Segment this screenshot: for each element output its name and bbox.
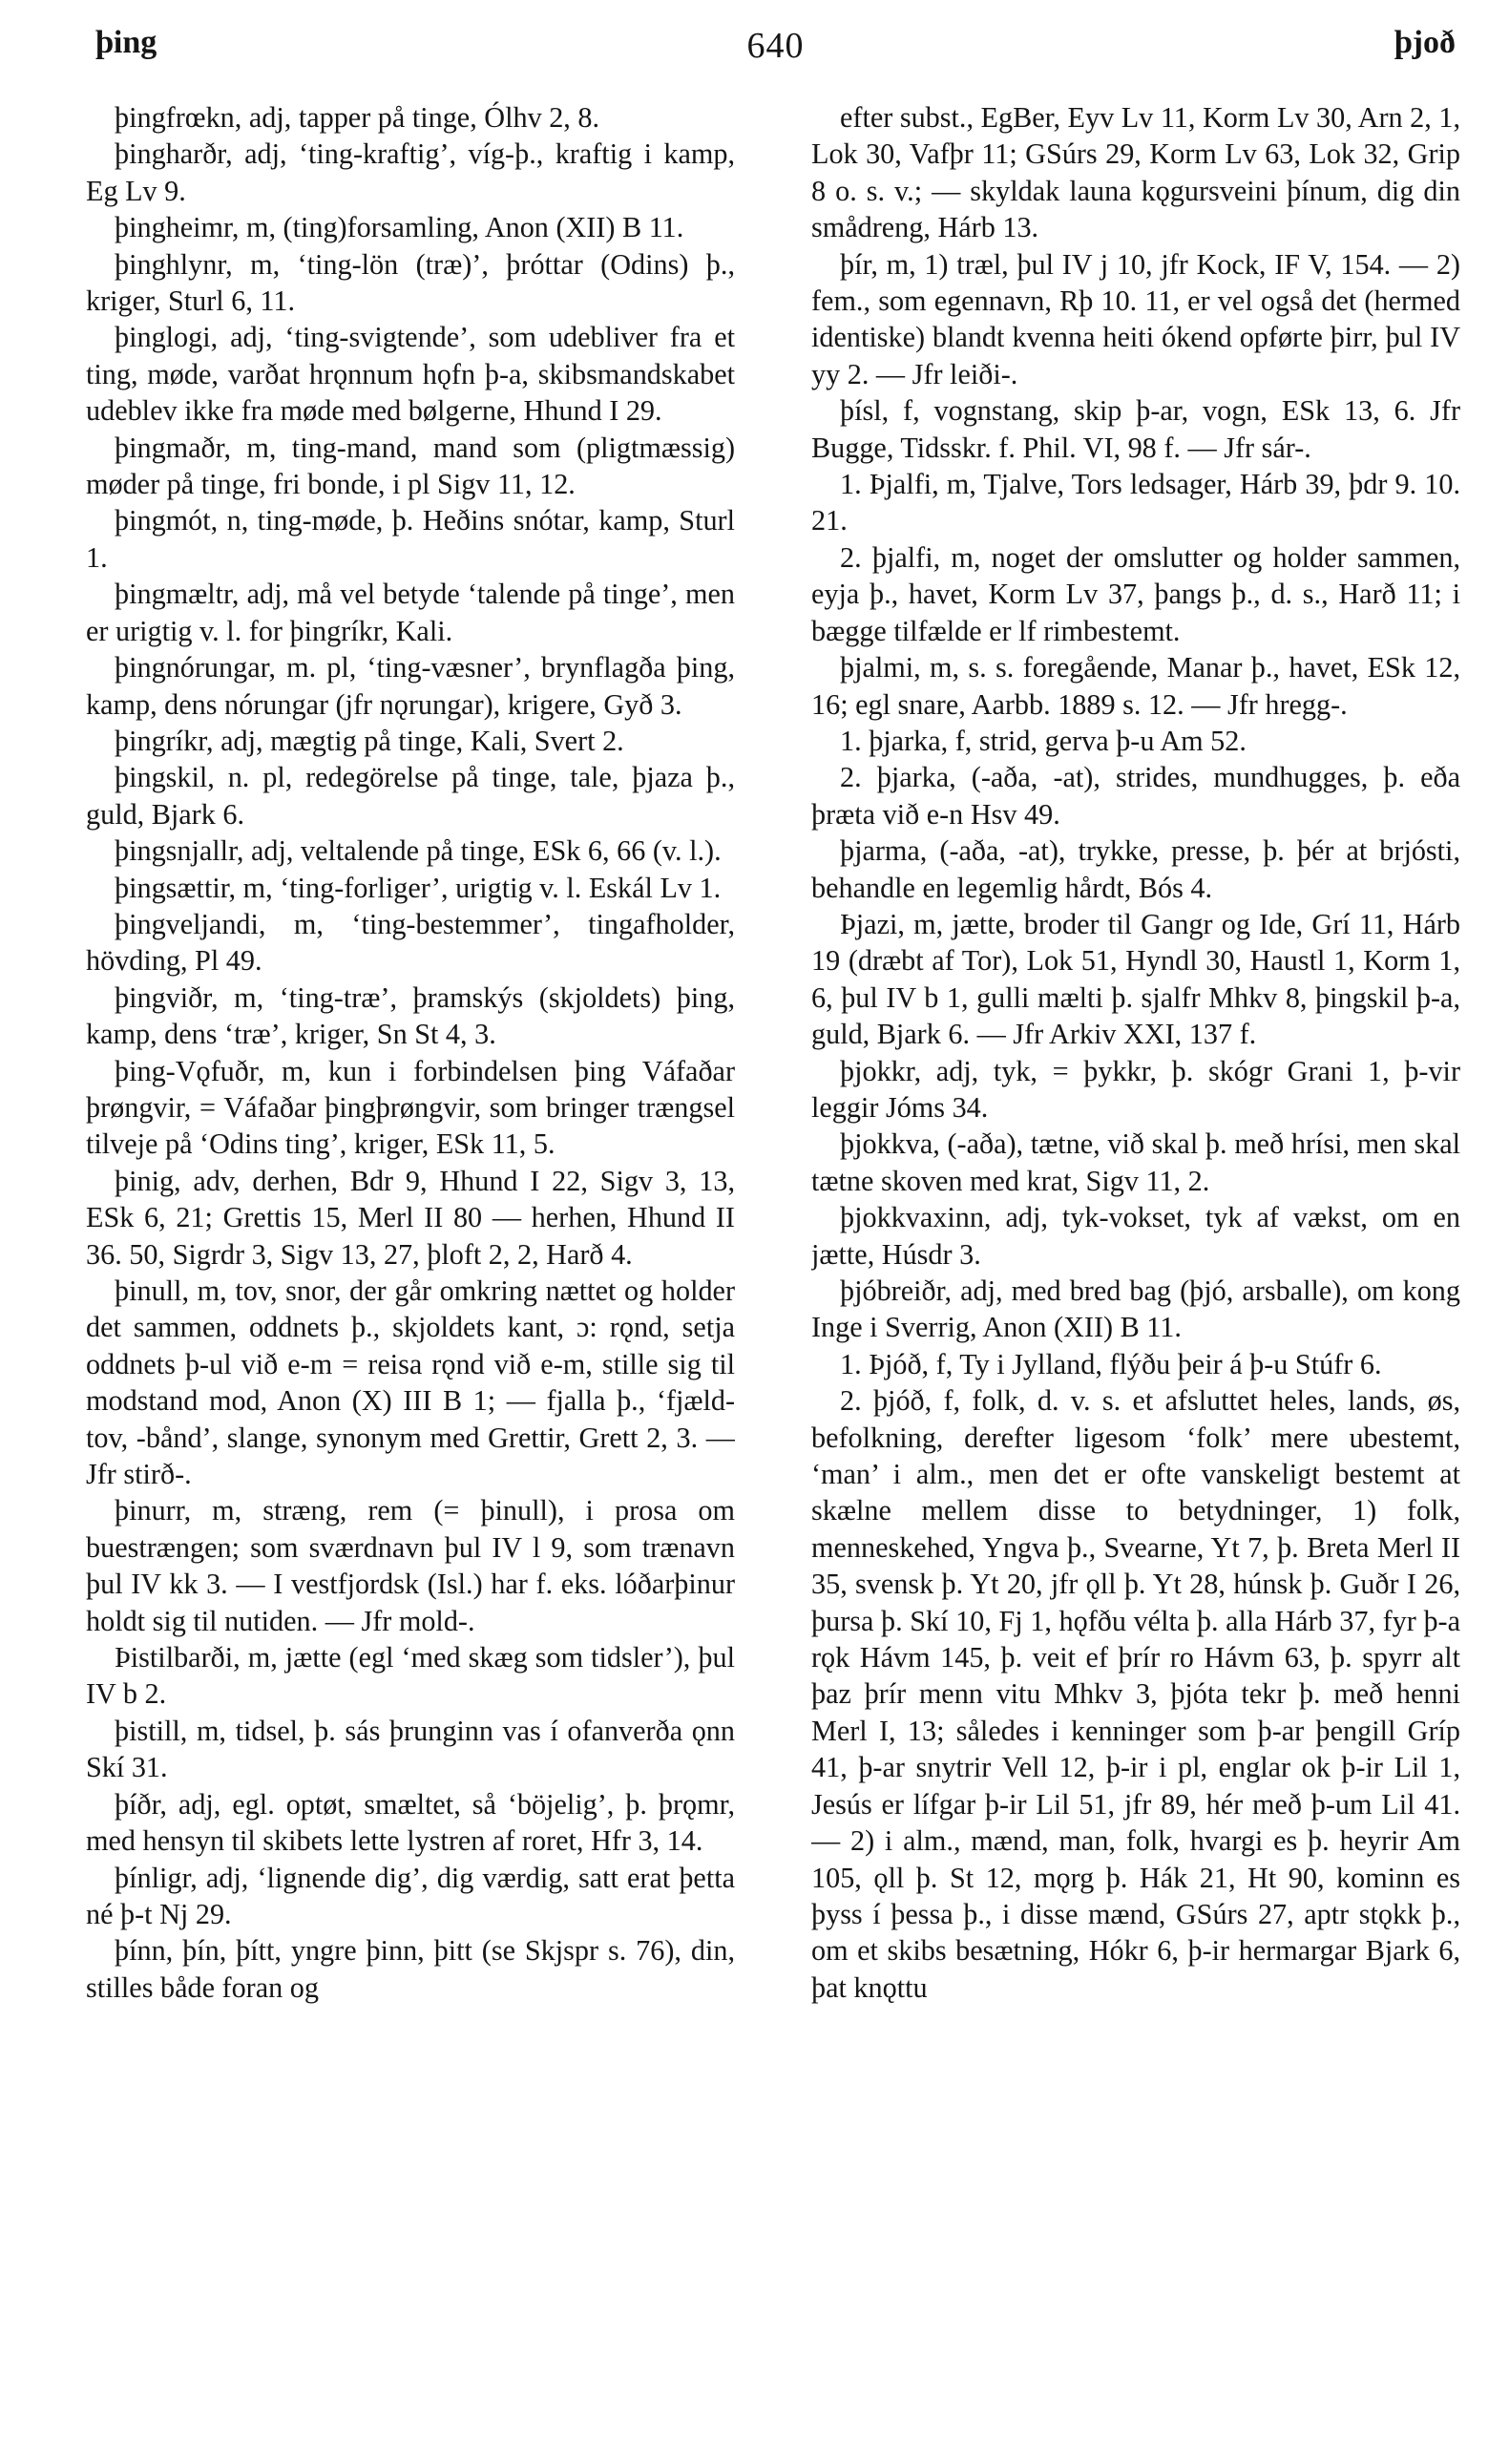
dictionary-entry: þír, m, 1) træl, þul IV j 10, jfr Kock, IF V, 154. — 2) fem., som egennavn, Rþ 10. 11, er vel også det (hermed identiske) blandt kvenna heiti ókend opførte þirr, þul IV yy 2. — Jfr leiði-. (811, 247, 1460, 390)
dictionary-entry: 1. þjarka, f, strid, gerva þ-u Am 52. (840, 724, 1247, 757)
dictionary-entry: 2. þjarka, (-aða, -at), strides, mundhugges, þ. eða þræta við e-n Hsv 49. (811, 761, 1460, 831)
dictionary-entry: þínligr, adj, ‘lignende dig’, dig værdig, satt erat þetta né þ-t Nj 29. (86, 1861, 735, 1930)
dictionary-entry: þísl, f, vognstang, skip þ-ar, vogn, ESk 13, 6. Jfr Bugge, Tidsskr. f. Phil. VI, 98 f. — Jfr sár-. (811, 394, 1460, 464)
dictionary-entry: þjalmi, m, s. s. foregående, Manar þ., havet, ESk 12, 16; egl snare, Aarbb. 1889 s. 12. — Jfr hregg-. (811, 651, 1460, 721)
right-running-headword: þjoð (1394, 25, 1456, 60)
dictionary-entry: efter subst., EgBer, Eyv Lv 11, Korm Lv 30, Arn 2, 1, Lok 30, Vafþr 11; GSúrs 29, Korm Lv 63, Lok 32, Grip 8 o. s. v.; — skyldak launa kǫgursveini þínum, dig din smådreng, Hárb 13. (811, 101, 1460, 244)
dictionary-entry: þjokkr, adj, tyk, = þykkr, þ. skógr Grani 1, þ-vir leggir Jóms 34. (811, 1054, 1460, 1124)
dictionary-entry: þingskil, n. pl, redegörelse på tinge, tale, þjaza þ., guld, Bjark 6. (86, 761, 735, 831)
left-column (86, 99, 735, 2438)
dictionary-entry: þjokkvaxinn, adj, tyk-vokset, tyk af vækst, om en jætte, Húsdr 3. (811, 1201, 1460, 1271)
dictionary-entry: þingmót, n, ting-møde, þ. Heðins snótar, kamp, Sturl 1. (86, 504, 735, 574)
dictionary-entry: þingríkr, adj, mægtig på tinge, Kali, Svert 2. (115, 724, 624, 757)
dictionary-entry: þingsnjallr, adj, veltalende på tinge, ESk 6, 66 (v. l.). (115, 834, 722, 868)
dictionary-entry: þingsættir, m, ‘ting-forliger’, urigtig v. l. Eskál Lv 1. (115, 871, 722, 904)
dictionary-entry: þínn, þín, þítt, yngre þinn, þitt (se Skjspr s. 76), din, stilles både foran og (86, 1934, 735, 2004)
dictionary-entry: Þjazi, m, jætte, broder til Gangr og Ide, Grí 11, Hárb 19 (dræbt af Tor), Lok 51, Hyndl 30, Haustl 1, Korm 1, 6, þul IV b 1, gulli mælti þ. sjalfr Mhkv 8, þingskil þ-a, guld, Bjark 6. — Jfr Arkiv XXI, 137 f. (811, 907, 1460, 1051)
left-running-headword: þing (95, 25, 157, 60)
dictionary-entry: þinull, m, tov, snor, der går omkring nættet og holder det sammen, oddnets þ., skjoldets kant, ɔ: rǫnd, setja oddnets þ-ul við e-m = reisa rǫnd við e-m, stille sig til modstand mod, Anon (X) III B 1; — fjalla þ., ‘fjæld-tov, -bånd’, slange, synonym med Grettir, Grett 2, 3. — Jfr stirð-. (86, 1274, 735, 1491)
dictionary-entry: þjokkva, (-aða), tætne, við skal þ. með hrísi, men skal tætne skoven med krat, Sigv 11, 2. (811, 1127, 1460, 1197)
dictionary-entry: þingnórungar, m. pl, ‘ting-væsner’, brynflagða þing, kamp, dens nórungar (jfr nǫrungar), krigere, Gyð 3. (86, 651, 735, 721)
dictionary-entry: þinurr, m, stræng, rem (= þinull), i prosa om buestrængen; som sværdnavn þul IV l 9, som trænavn þul IV kk 3. — I vestfjordsk (Isl.) har f. eks. lóðarþinur holdt sig til nutiden. — Jfr mold-. (86, 1494, 735, 1637)
dictionary-entry: þinghlynr, m, ‘ting-lön (træ)’, þróttar (Odins) þ., kriger, Sturl 6, 11. (86, 247, 735, 318)
dictionary-entry: þinig, adv, derhen, Bdr 9, Hhund I 22, Sigv 3, 13, ESk 6, 21; Grettis 15, Merl II 80 — herhen, Hhund II 36. 50, Sigrdr 3, Sigv 13, 27, þloft 2, 2, Harð 4. (86, 1164, 735, 1271)
dictionary-entry: þingharðr, adj, ‘ting-kraftig’, víg-þ., kraftig i kamp, Eg Lv 9. (86, 137, 735, 207)
dictionary-entry: þíðr, adj, egl. optøt, smæltet, så ‘böjelig’, þ. þrǫmr, med hensyn til skibets lette lystren af roret, Hfr 3, 14. (86, 1787, 735, 1858)
dictionary-entry: þistill, m, tidsel, þ. sás þrunginn vas í ofanverða ǫnn Skí 31. (86, 1714, 735, 1784)
right-column (811, 99, 1460, 2438)
dictionary-entry: þingfrœkn, adj, tapper på tinge, Ólhv 2, 8. (115, 101, 600, 134)
dictionary-entry: þingviðr, m, ‘ting-træ’, þramskýs (skjoldets) þing, kamp, dens ‘træ’, kriger, Sn St 4, 3. (86, 980, 735, 1051)
dictionary-entry: þingheimr, m, (ting)forsamling, Anon (XII) B 11. (115, 211, 684, 244)
dictionary-entry: 1. Þjalfi, m, Tjalve, Tors ledsager, Hárb 39, þdr 9. 10. 21. (811, 468, 1460, 537)
dictionary-entry: Þistilbarði, m, jætte (egl ‘med skæg som tidsler’), þul IV b 2. (86, 1641, 735, 1711)
dictionary-entry: þjarma, (-aða, -at), trykke, presse, þ. þér at brjósti, behandle en legemlig hårdt, Bós 4. (811, 834, 1460, 904)
dictionary-entry: þinglogi, adj, ‘ting-svigtende’, som udebliver fra et ting, møde, varðat hrǫnnum hǫfn þ-a, skibsmandskabet udeblev ikke fra møde med bølgerne, Hhund I 29. (86, 321, 735, 428)
dictionary-entry: þingmaðr, m, ting-mand, mand som (pligtmæssig) møder på tinge, fri bonde, i pl Sigv 11, 12. (86, 431, 735, 501)
page-number: 640 (746, 26, 805, 66)
dictionary-entry: 1. Þjóð, f, Ty i Jylland, flýðu þeir á þ-u Stúfr 6. (840, 1347, 1382, 1380)
dictionary-entry: 2. þjóð, f, folk, d. v. s. et afsluttet heles, lands, øs, befolkning, derefter ligesom ‘folk’ mere ubestemt, ‘man’ i alm., men det er ofte vanskeligt bestemt at skælne mellem disse to betydninger, 1) folk, menneskehed, Yngva þ., Svearne, Yt 7, þ. Breta Merl II 35, svensk þ. Yt 20, jfr ǫll þ. Yt 28, húnsk þ. Guðr I 26, þursa þ. Skí 10, Fj 1, hǫfðu vélta þ. alla Hárb 37, fyr þ-a rǫk Hávm 145, þ. veit ef þrír ro Hávm 63, þ. spyrr alt þaz þrír menn vitu Mhkv 3, þjóta tekr þ. með henni Merl I, 13; således i kenninger som þ-ar þengill Gríp 41, þ-ar snytrir Vell 12, þ-ir i pl, englar ok þ-ir Lil 1, Jesús er lífgar þ-ir Lil 51, jfr 89, hér með þ-um Lil 41. — 2) i alm., mænd, man, folk, hvargi es þ. heyrir Am 105, ǫll þ. St 12, mǫrg þ. Hák 21, Ht 90, kominn es þyss í þessa þ., i disse mænd, GSúrs 27, aptr stǫkk þ., om et skibs besætning, Hókr 6, þ-ir hermargar Bjark 6, þat knǫttu (811, 1384, 1460, 2004)
dictionary-entry: þjóbreiðr, adj, med bred bag (þjó, arsballe), om kong Inge i Sverrig, Anon (XII) B 11. (811, 1274, 1460, 1344)
dictionary-entry: þingmæltr, adj, må vel betyde ‘talende på tinge’, men er urigtig v. l. for þingríkr, Kali. (86, 578, 735, 647)
page-header (95, 25, 1456, 82)
dictionary-entry: 2. þjalfi, m, noget der omslutter og holder sammen, eyja þ., havet, Korm Lv 37, þangs þ., d. s., Harð 11; i bægge tilfælde er lf rimbestemt. (811, 540, 1460, 647)
dictionary-entry: þingveljandi, m, ‘ting-bestemmer’, tingafholder, hövding, Pl 49. (86, 907, 735, 978)
dictionary-entry: þing-Vǫfuðr, m, kun i forbindelsen þing Váfaðar þrøngvir, = Váfaðar þingþrøngvir, som bringer trængsel tilveje på ‘Odins ting’, kriger, ESk 11, 5. (86, 1054, 735, 1161)
